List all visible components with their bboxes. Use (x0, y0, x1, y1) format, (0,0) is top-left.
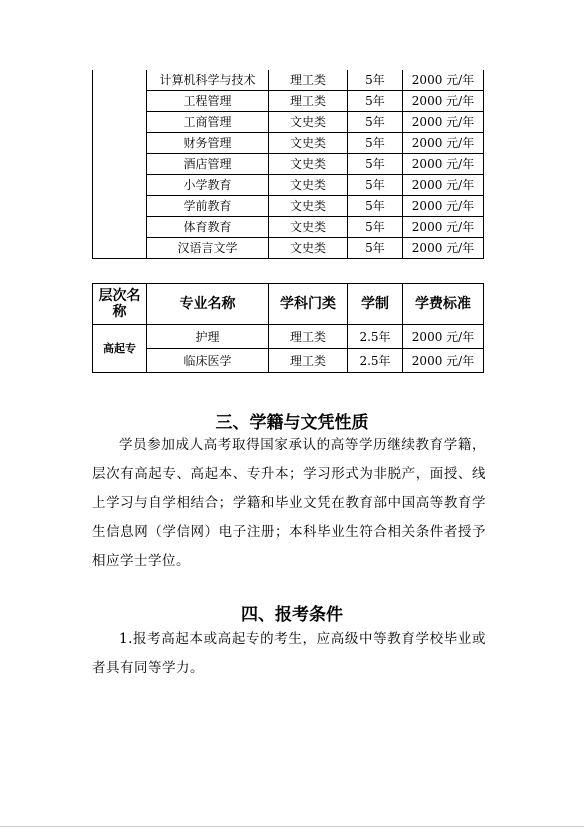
cell-duration: 5年 (348, 91, 403, 112)
cell-fee: 2000 元/年 (403, 112, 484, 133)
table-row (93, 70, 484, 91)
table-row (93, 91, 484, 112)
cell-fee: 2000 元/年 (403, 238, 484, 259)
header-duration: 学制 (348, 284, 403, 325)
cell-major: 小学教育 (147, 175, 269, 196)
cell-fee: 2000 元/年 (403, 196, 484, 217)
cell-fee: 2000 元/年 (403, 349, 484, 373)
cell-duration: 5年 (348, 175, 403, 196)
cell-fee: 2000 元/年 (403, 91, 484, 112)
cell-fee: 2000 元/年 (403, 325, 484, 349)
cell-fee: 2000 元/年 (403, 154, 484, 175)
section-body-requirements: 1.报考高起本或高起专的考生，应高级中等教育学校毕业或者具有同等学力。 (92, 631, 486, 676)
cell-fee: 2000 元/年 (403, 175, 484, 196)
cell-duration: 2.5年 (348, 349, 403, 373)
cell-category: 理工类 (269, 349, 348, 373)
cell-duration: 5年 (348, 133, 403, 154)
cell-major: 酒店管理 (147, 154, 269, 175)
section-body-status: 学员参加成人高考取得国家承认的高等学历继续教育学籍，层次有高起专、高起本、专升本；学习形式为非脱产，面授、线上学习与自学相结合；学籍和毕业文凭在教育部中国高等教育学生信息网（学信网）电子注册；本科毕业生符合相关条件者授予相应学士学位。 (92, 437, 486, 569)
cell-category: 文史类 (269, 175, 348, 196)
header-major: 专业名称 (147, 284, 269, 325)
cell-category: 文史类 (269, 196, 348, 217)
cell-duration: 5年 (348, 217, 403, 238)
table-row (93, 238, 484, 259)
section-heading-status: 三、学籍与文凭性质 (215, 413, 369, 433)
table-row (93, 217, 484, 238)
cell-major: 工程管理 (147, 91, 269, 112)
page-bottom-border (0, 826, 584, 827)
level-cell (93, 70, 147, 259)
cell-major: 临床医学 (147, 349, 269, 373)
cell-major: 工商管理 (147, 112, 269, 133)
cell-duration: 5年 (348, 112, 403, 133)
cell-duration: 5年 (348, 196, 403, 217)
header-fee: 学费标准 (403, 284, 484, 325)
cell-category: 理工类 (269, 325, 348, 349)
table-row (93, 112, 484, 133)
cell-category: 理工类 (269, 70, 348, 91)
cell-category: 理工类 (269, 91, 348, 112)
cell-major: 体育教育 (147, 217, 269, 238)
cell-duration: 5年 (348, 154, 403, 175)
table-row (93, 196, 484, 217)
cell-duration: 5年 (348, 238, 403, 259)
table-row (93, 325, 484, 349)
table-row (93, 175, 484, 196)
majors-table-gaoqizhuan (92, 283, 484, 373)
header-category: 学科门类 (269, 284, 348, 325)
header-level: 层次名称 (93, 284, 147, 325)
level-cell: 高起专 (93, 325, 147, 373)
cell-major: 财务管理 (147, 133, 269, 154)
cell-major: 护理 (147, 325, 269, 349)
table-row (93, 133, 484, 154)
cell-major: 计算机科学与技术 (147, 70, 269, 91)
cell-category: 文史类 (269, 154, 348, 175)
cell-category: 文史类 (269, 133, 348, 154)
cell-fee: 2000 元/年 (403, 217, 484, 238)
cell-fee: 2000 元/年 (403, 133, 484, 154)
cell-major: 汉语言文学 (147, 238, 269, 259)
cell-duration: 2.5年 (348, 325, 403, 349)
table-row (93, 349, 484, 373)
cell-category: 文史类 (269, 112, 348, 133)
cell-category: 文史类 (269, 238, 348, 259)
cell-duration: 5年 (348, 70, 403, 91)
cell-major: 学前教育 (147, 196, 269, 217)
majors-table-continued (92, 70, 484, 259)
table-row (93, 154, 484, 175)
cell-fee: 2000 元/年 (403, 70, 484, 91)
section-heading-requirements: 四、报考条件 (241, 605, 343, 625)
cell-category: 文史类 (269, 217, 348, 238)
